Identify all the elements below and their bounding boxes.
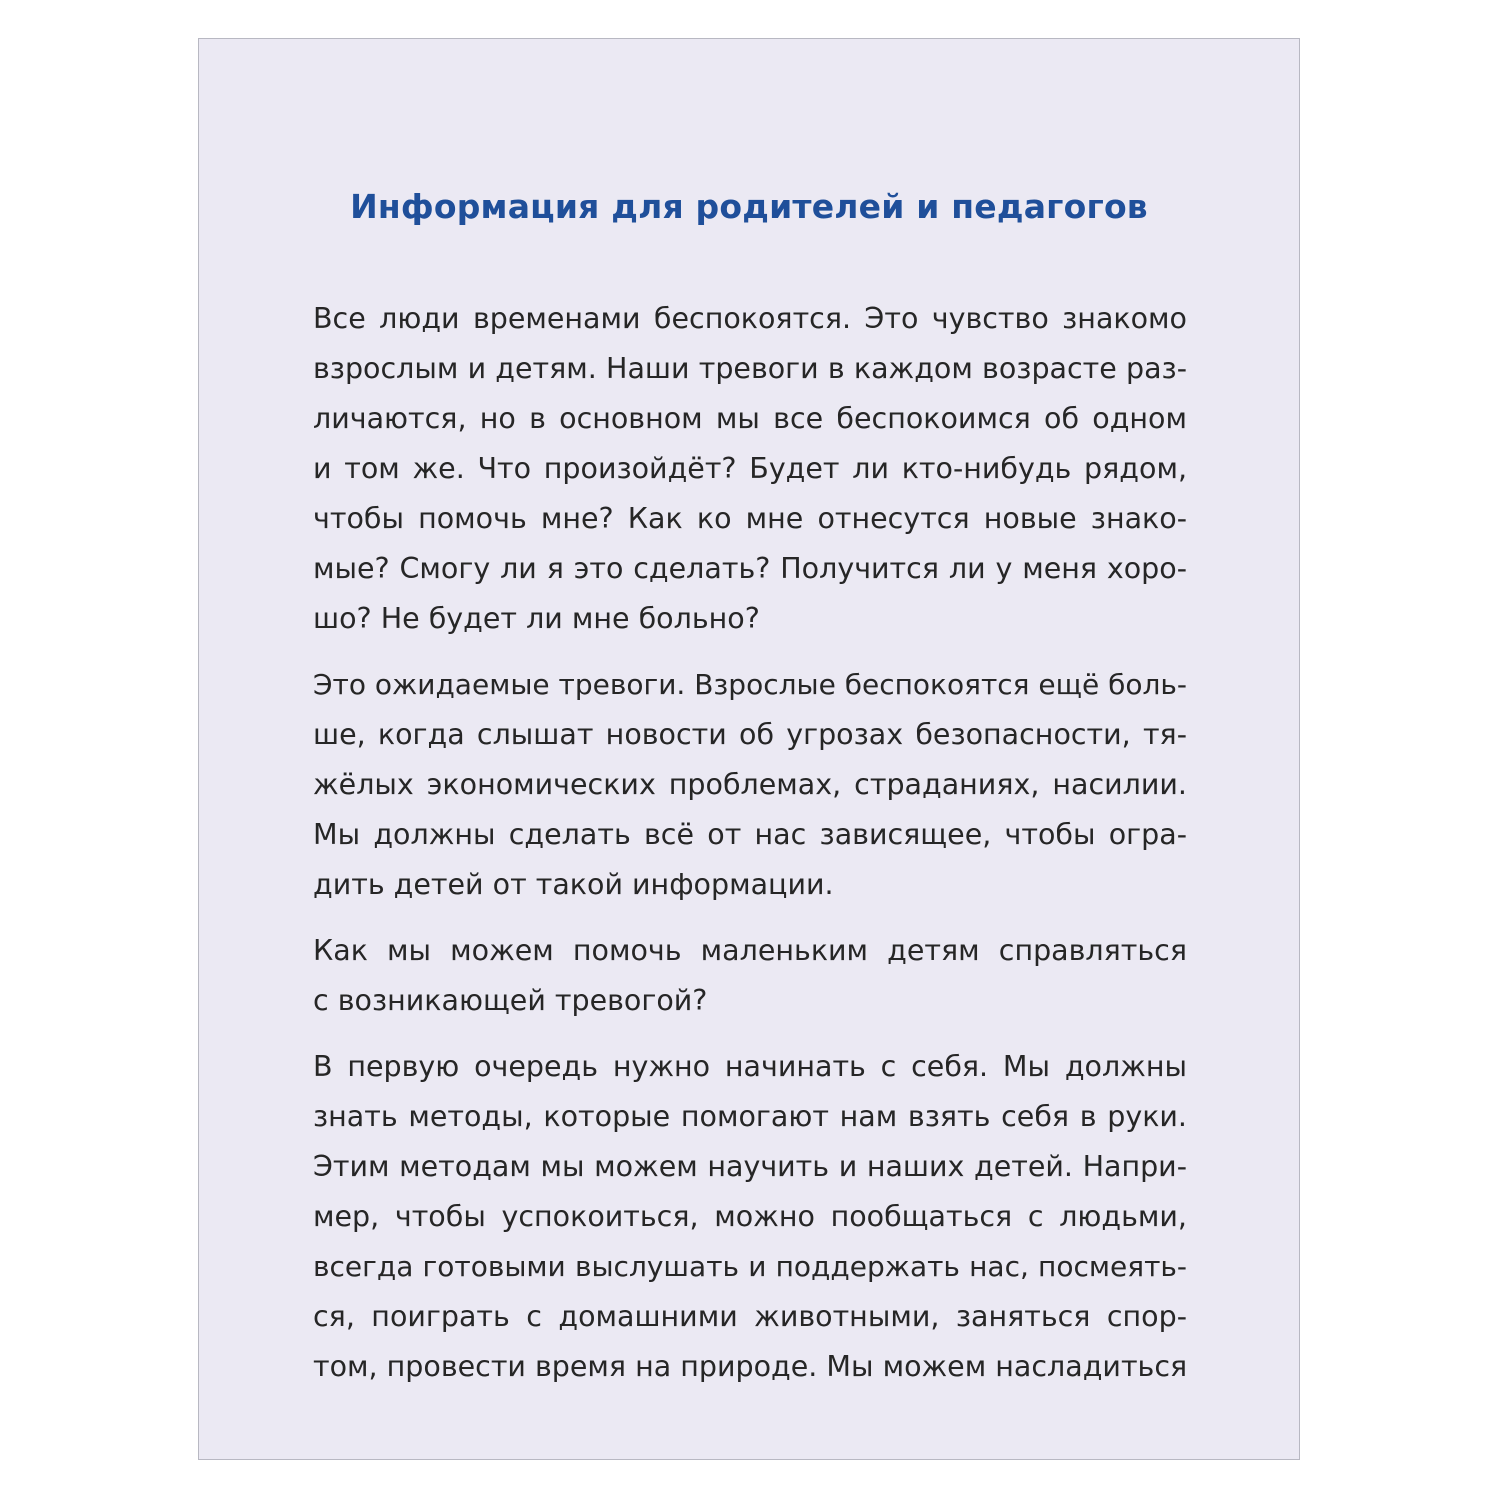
- text-line: ше, когда слышат новости об угрозах безопасности, тя-: [313, 718, 1187, 751]
- text-line: Все люди временами беспокоятся. Это чувство знакомо: [313, 302, 1187, 335]
- text-line: всегда готовыми выслушать и поддержать нас, посмеять-: [313, 1250, 1187, 1283]
- paragraph-2: [313, 660, 1187, 910]
- text-line: шо? Не будет ли мне больно?: [313, 602, 760, 635]
- paragraph-1: [313, 294, 1187, 644]
- document-page: [198, 38, 1300, 1460]
- text-line: мер, чтобы успокоиться, можно пообщаться с людьми,: [313, 1200, 1187, 1233]
- text-line: и том же. Что произойдёт? Будет ли кто-нибудь рядом,: [313, 452, 1187, 485]
- text-line: с возникающей тревогой?: [313, 984, 708, 1017]
- page-title: Информация для родителей и педагогов: [350, 187, 1148, 226]
- body-text: [313, 294, 1187, 1408]
- paragraph-3: [313, 926, 1187, 1026]
- text-line: дить детей от такой информации.: [313, 868, 834, 901]
- paragraph-4: [313, 1042, 1187, 1392]
- text-line: Как мы можем помочь маленьким детям справляться: [313, 934, 1187, 967]
- text-line: Это ожидаемые тревоги. Взрослые беспокоятся ещё боль-: [313, 668, 1188, 701]
- text-line: Мы должны сделать всё от нас зависящее, чтобы огра-: [313, 818, 1187, 851]
- text-line: знать методы, которые помогают нам взять себя в руки.: [313, 1100, 1187, 1133]
- text-line: том, провести время на природе. Мы можем насладиться: [313, 1350, 1188, 1383]
- text-line: Этим методам мы можем научить и наших детей. Напри-: [313, 1150, 1187, 1183]
- text-line: ся, поиграть с домашними животными, заняться спор-: [313, 1300, 1187, 1333]
- text-line: В первую очередь нужно начинать с себя. Мы должны: [313, 1050, 1187, 1083]
- text-line: чтобы помочь мне? Как ко мне отнесутся новые знако-: [313, 502, 1187, 535]
- text-line: взрослым и детям. Наши тревоги в каждом возрасте раз-: [313, 352, 1187, 385]
- text-line: мые? Смогу ли я это сделать? Получится ли у меня хоро-: [313, 552, 1187, 585]
- text-line: личаются, но в основном мы все беспокоимся об одном: [313, 402, 1187, 435]
- text-line: жёлых экономических проблемах, страданиях, насилии.: [313, 768, 1187, 801]
